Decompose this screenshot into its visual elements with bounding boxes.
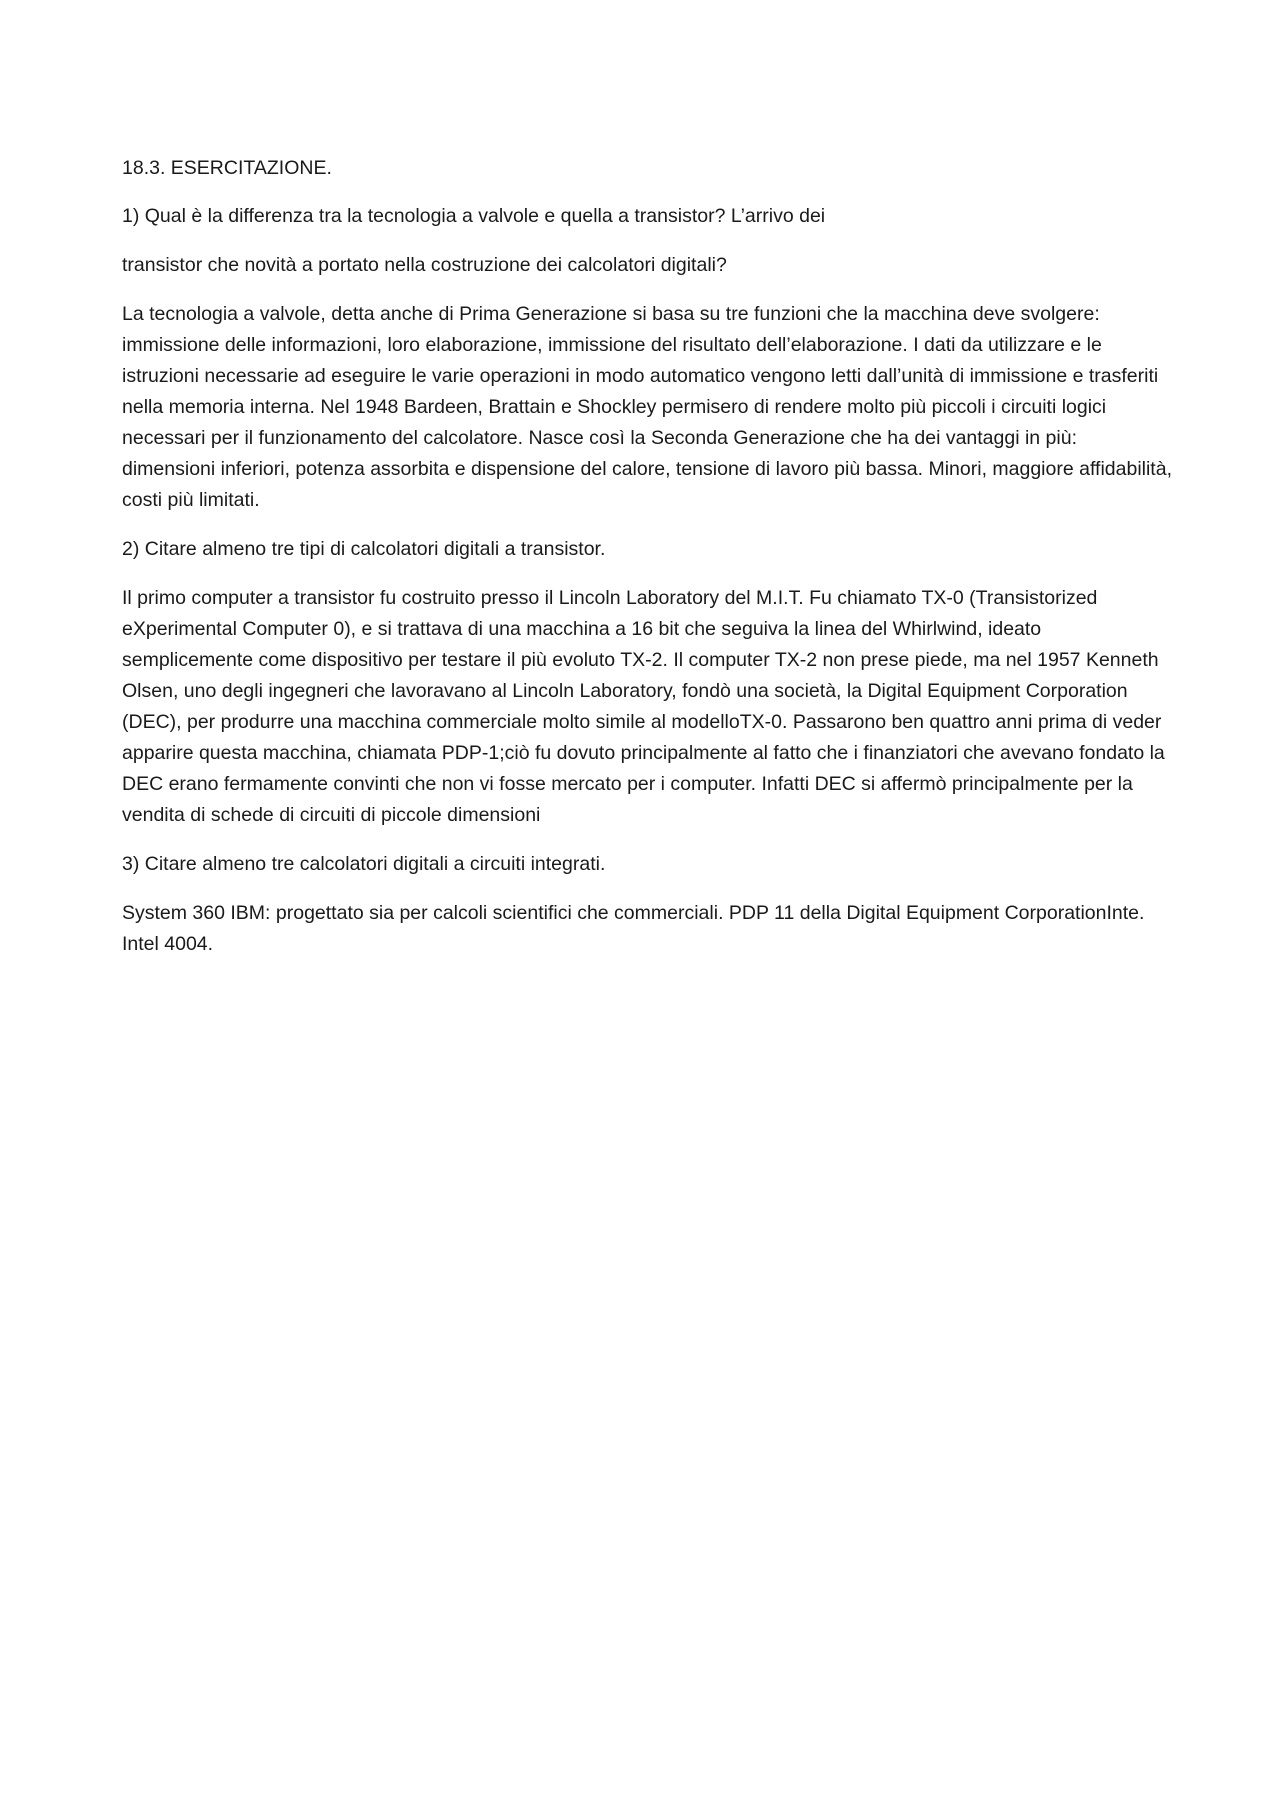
question-1-line-2: transistor che novità a portato nella costruzione dei calcolatori digitali? — [122, 254, 727, 276]
question-1-line-1: 1) Qual è la differenza tra la tecnologia a valvole e quella a transistor? L’arrivo dei — [122, 205, 826, 227]
document-body — [122, 153, 1172, 978]
answer-3: System 360 IBM: progettato sia per calcoli scientifici che commerciali. PDP 11 della Digital Equipment CorporationInte. Intel 4004. — [122, 902, 1145, 955]
question-2: 2) Citare almeno tre tipi di calcolatori digitali a transistor. — [122, 538, 606, 560]
question-3: 3) Citare almeno tre calcolatori digitali a circuiti integrati. — [122, 853, 606, 875]
answer-1: La tecnologia a valvole, detta anche di Prima Generazione si basa su tre funzioni che la macchina deve svolgere: immissione delle informazioni, loro elaborazione, immissione del risultato dell’elaborazione. I dati da utilizzare e le istruzioni necessarie ad eseguire le varie operazioni in modo automatico vengono letti dall’unità di immissione e trasferiti nella memoria interna. Nel 1948 Bardeen, Brattain e Shockley permisero di rendere molto più piccoli i circuiti logici necessari per il funzionamento del calcolatore. Nasce così la Seconda Generazione che ha dei vantaggi in più: dimensioni inferiori, potenza assorbita e dispensione del calore, tensione di lavoro più bassa. Minori, maggiore affidabilità, costi più limitati. — [122, 303, 1172, 511]
answer-2: Il primo computer a transistor fu costruito presso il Lincoln Laboratory del M.I.T. Fu chiamato TX-0 (Transistorized eXperimental Computer 0), e si trattava di una macchina a 16 bit che seguiva la linea del Whirlwind, ideato semplicemente come dispositivo per testare il più evoluto TX-2. Il computer TX-2 non prese piede, ma nel 1957 Kenneth Olsen, uno degli ingegneri che lavoravano al Lincoln Laboratory, fondò una società, la Digital Equipment Corporation (DEC), per produrre una macchina commerciale molto simile al modelloTX-0. Passarono ben quattro anni prima di veder apparire questa macchina, chiamata PDP-1;ciò fu dovuto principalmente al fatto che i finanziatori che avevano fondato la DEC erano fermamente convinti che non vi fosse mercato per i computer. Infatti DEC si affermò principalmente per la vendita di schede di circuiti di piccole dimensioni — [122, 587, 1165, 826]
section-heading: 18.3. ESERCITAZIONE. — [122, 157, 332, 179]
